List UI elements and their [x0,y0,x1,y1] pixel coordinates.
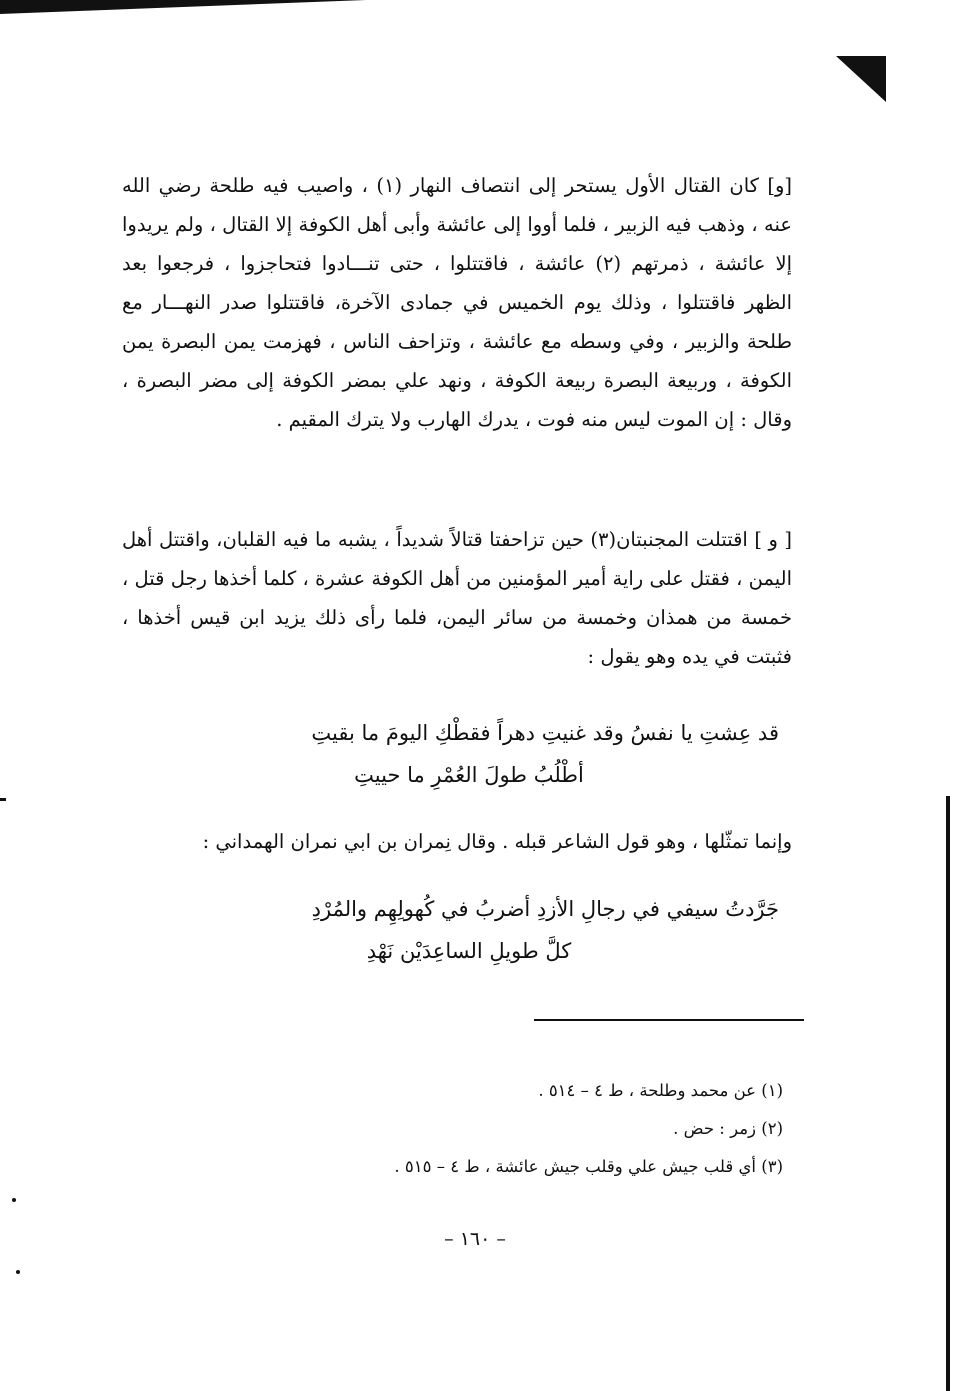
paragraph-flanks-fighting: [ و ] اقتتلت المجنبتان(٣) حين تزاحفتا قتالاً شديداً ، يشبه ما فيه القلبان، واقتتل أهل اليمن ، فقتل على راية أمير المؤمنين من أهل الكوفة عشرة ، كلما أخذها رجل قتل ، خمسة من همذان وخمسة من سائر اليمن، فلما رأى ذلك يزيد ابن قيس أخذها ، فثبتت في يده وهو يقول : [122,528,792,668]
verse-line: قد عِشتِ يا نفسُ وقد غنيتِ دهراً فقطْكِ اليومَ ما بقيتِ [311,721,779,745]
paragraph-poet-attribution: وإنما تمثّلها ، وهو قول الشاعر قبله . وقال نِمران بن ابي نمران الهمداني : [202,830,792,853]
verse-line: كلَّ طويلِ الساعِدَيْن نَهْدِ [366,939,572,963]
verse-line: أطْلُبُ طولَ العُمْرِ ما حييتِ [354,763,584,787]
poem-verse-nimran [159,888,779,972]
footnote-1: (١) عن محمد وطلحة ، ط ٤ – ٥١٤ . [538,1081,783,1100]
poem-verse-yazid [159,712,779,796]
paragraph-battle-first-day: [و] كان القتال الأول يستحر إلى انتصاف النهار (١) ، واصيب فيه طلحة رضي الله عنه ، وذهب فيه الزبير ، فلما أووا إلى عائشة وأبى أهل الكوفة إلا القتال ، ولم يريدوا إلا عائشة ، ذمرتهم (٢) عائشة ، فاقتتلوا ، حتى تنـــادوا فتحاجزوا ، فرجعوا بعد الظهر فاقتتلوا ، وذلك يوم الخميس في جمادى الآخرة، فاقتتلوا صدر النهـــار مع طلحة والزبير ، وفي وسطه مع عائشة ، وتزاحف الناس ، فهزمت يمن البصرة يمن الكوفة ، وربيعة البصرة ربيعة الكوفة ، ونهد علي بمضر الكوفة إلى مضر البصرة ، وقال : إن الموت ليس منه فوت ، يدرك الهارب ولا يترك المقيم . [122,174,793,431]
verse-line: جَرَّدتُ سيفي في رجالِ الأزدِ أضربُ في كُهولِهِم والمُرْدِ [311,897,779,921]
scan-corner-triangle [836,56,886,102]
scan-edge-mark-top [0,0,366,14]
footnotes [323,1072,783,1186]
footnote-2: (٢) زمر : حض . [673,1119,783,1138]
footnote-separator [534,1019,804,1021]
page-number: – ١٦٠ – [444,1228,506,1250]
scan-edge-mark-right [946,796,950,1391]
scan-speck [12,1198,16,1202]
scan-speck [16,1270,20,1274]
scan-edge-tick-left [0,798,6,801]
footnote-3: (٣) أي قلب جيش علي وقلب جيش عائشة ، ط ٤ – ٥١٥ . [394,1157,783,1176]
